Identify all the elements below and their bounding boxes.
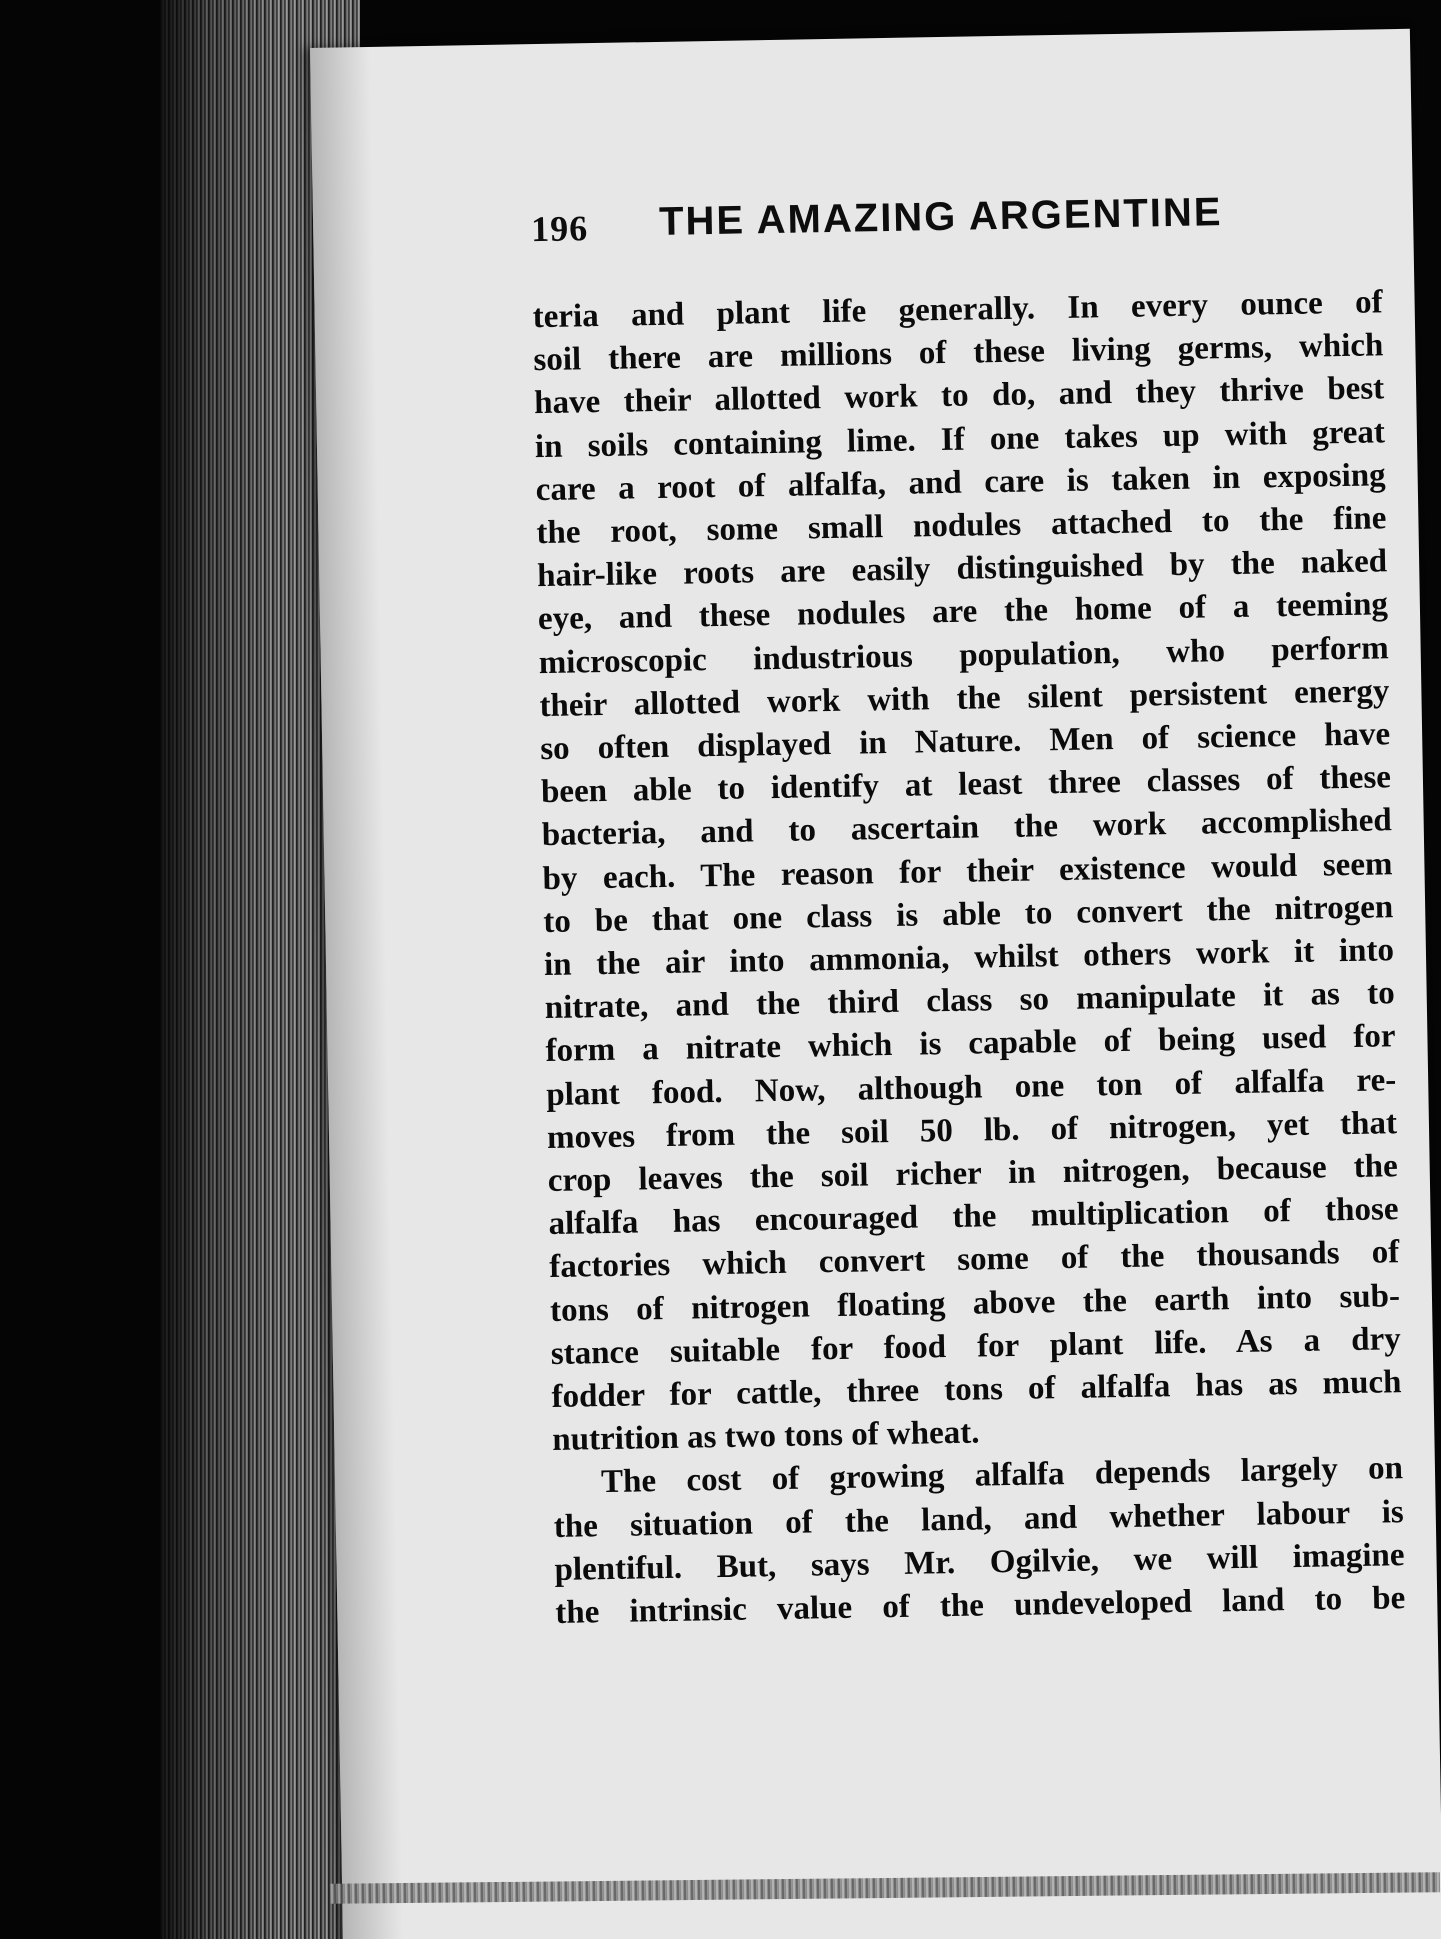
text-line: nitrate, and the third class so manipulate it as to [544,975,1395,1027]
text-line: so often displayed in Nature. Men of science have [539,716,1391,768]
text-line: factories which convert some of the thousands of [549,1234,1400,1286]
page-number: 196 [530,208,589,250]
text-line: the intrinsic value of the undeveloped land to be [555,1580,1406,1632]
text-line: been able to identify at least three classes of these [540,759,1392,811]
running-title: THE AMAZING ARGENTINE [658,190,1223,244]
paragraph-start-line: The cost of growing alfalfa depends largely on [600,1450,1404,1501]
text-line: eye, and these nodules are the home of a teeming [537,586,1389,638]
body-text [532,281,1405,1635]
text-line: to be that one class is able to convert the nitrogen [542,889,1394,940]
text-line: form a nitrate which is capable of being used for [545,1018,1396,1070]
text-line: stance suitable for food for plant life. As a dry [550,1321,1402,1372]
text-line: the root, some small nodules attached to the fine [536,500,1387,552]
book-page [310,29,1441,1939]
text-line: teria and plant life generally. In every ounce of [532,284,1383,336]
text-line: microscopic industrious population, who perform [538,629,1389,681]
text-line: their allotted work with the silent persistent energy [539,673,1390,724]
text-line: by each. The reason for their existence would seem [542,845,1393,897]
text-line: plentiful. But, says Mr. Ogilvie, we will imagine [554,1537,1405,1588]
text-line: have their allotted work to do, and they thrive best [533,370,1385,422]
text-line: alfalfa has encouraged the multiplication of those [548,1191,1399,1243]
page-edges-shadow [130,0,210,1939]
text-line: moves from the soil 50 lb. of nitrogen, yet that [546,1105,1398,1156]
text-line: fodder for cattle, three tons of alfalfa has as much [551,1364,1402,1416]
text-line: crop leaves the soil richer in nitrogen, because the [547,1148,1398,1200]
text-line: soil there are millions of these living germs, which [533,327,1384,379]
text-line: in the air into ammonia, whilst others work it into [543,932,1395,984]
page-header [531,188,1332,262]
text-line: hair-like roots are easily distinguished by the naked [536,543,1388,595]
text-line: care a root of alfalfa, and care is taken in exposing [535,457,1386,508]
text-line: in soils containing lime. If one takes up with great [534,413,1386,465]
text-line: tons of nitrogen floating above the earth into sub- [549,1277,1401,1329]
text-line: bacteria, and to ascertain the work accomplished [541,802,1392,854]
text-line: nutrition as two tons of wheat. [552,1414,980,1459]
text-line: plant food. Now, although one ton of alfalfa re- [545,1061,1397,1113]
text-line: the situation of the land, and whether labour is [553,1493,1405,1545]
